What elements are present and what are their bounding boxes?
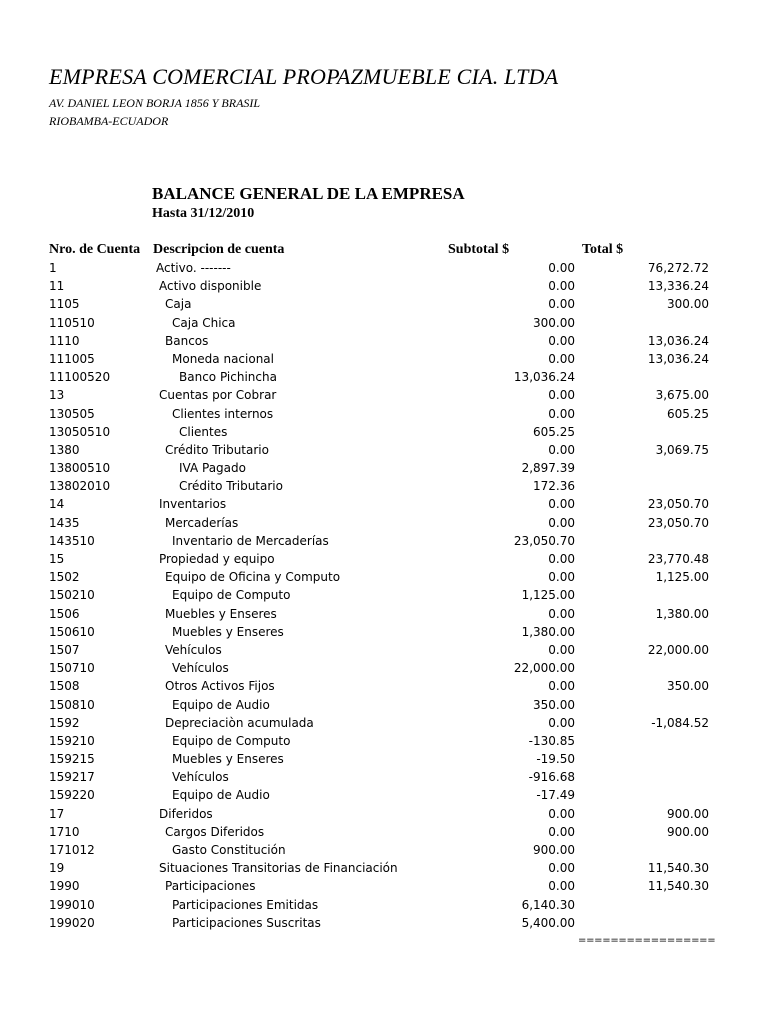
subtotal-value: 5,400.00 xyxy=(521,915,575,930)
subtotal-value: 0.00 xyxy=(548,806,575,821)
table-row xyxy=(0,641,768,659)
account-description: Equipo de Computo xyxy=(172,733,291,748)
account-description: Equipo de Oficina y Computo xyxy=(165,570,341,585)
account-code: 150210 xyxy=(49,588,95,603)
subtotal-value: 0.00 xyxy=(548,351,575,366)
subtotal-value: 0.00 xyxy=(548,333,575,348)
account-code: 11100520 xyxy=(49,370,111,385)
account-code: 13 xyxy=(49,388,65,403)
account-code: 159220 xyxy=(49,788,95,803)
subtotal-value: 0.00 xyxy=(548,552,575,566)
account-description: Vehículos xyxy=(172,770,229,785)
total-value: 11,540.30 xyxy=(647,861,709,876)
account-description: Equipo de Computo xyxy=(172,588,291,603)
company-name: EMPRESA COMERCIAL PROPAZMUEBLE CIA. LTDA xyxy=(49,64,559,89)
account-code: 13800510 xyxy=(49,461,111,476)
account-description: Muebles y Enseres xyxy=(172,624,284,639)
account-description: Vehículos xyxy=(165,642,222,657)
subtotal-value: 0.00 xyxy=(548,861,575,876)
table-row xyxy=(0,914,768,932)
subtotal-value: -19.50 xyxy=(536,752,575,767)
table-row xyxy=(0,677,768,695)
company-address: AV. DANIEL LEON BORJA 1856 Y BRASIL xyxy=(49,96,261,110)
table-row xyxy=(0,768,768,786)
account-description: Banco Pichincha xyxy=(179,370,277,385)
account-code: 159210 xyxy=(49,733,95,748)
account-description: Moneda nacional xyxy=(172,351,274,366)
total-value: 900.00 xyxy=(667,824,709,839)
table-row xyxy=(0,823,768,841)
column-header-code: Nro. de Cuenta xyxy=(49,242,141,257)
company-city: RIOBAMBA-ECUADOR xyxy=(49,114,169,128)
total-separator: ================= xyxy=(578,935,716,946)
account-table xyxy=(0,259,768,932)
subtotal-value: 0.00 xyxy=(548,715,575,730)
total-value: 23,770.48 xyxy=(647,552,709,566)
table-row xyxy=(0,368,768,386)
table-row xyxy=(0,841,768,859)
report-title: BALANCE GENERAL DE LA EMPRESA xyxy=(152,184,465,203)
subtotal-value: 13,036.24 xyxy=(513,370,575,385)
account-description: Activo disponible xyxy=(159,279,262,294)
subtotal-value: 22,000.00 xyxy=(513,661,575,676)
account-code: 159217 xyxy=(49,770,95,785)
table-row xyxy=(0,605,768,623)
account-code: 1508 xyxy=(49,679,80,694)
table-row xyxy=(0,350,768,368)
account-description: IVA Pagado xyxy=(179,461,246,476)
account-code: 1 xyxy=(49,261,57,275)
account-description: Equipo de Audio xyxy=(172,697,270,712)
account-code: 14 xyxy=(49,497,65,512)
account-code: 1110 xyxy=(49,333,80,348)
account-code: 1990 xyxy=(49,879,80,894)
report-date: Hasta 31/12/2010 xyxy=(152,206,255,221)
table-row xyxy=(0,423,768,441)
account-description: Clientes xyxy=(179,424,228,439)
subtotal-value: -130.85 xyxy=(528,733,575,748)
total-value: 3,675.00 xyxy=(655,388,709,403)
subtotal-value: -17.49 xyxy=(536,788,575,803)
total-value: 11,540.30 xyxy=(647,879,709,894)
account-description: Gasto Constitución xyxy=(172,843,286,857)
subtotal-value: 605.25 xyxy=(533,424,575,439)
account-code: 1105 xyxy=(49,297,80,312)
subtotal-value: 0.00 xyxy=(548,388,575,403)
account-code: 150710 xyxy=(49,661,95,676)
table-row xyxy=(0,805,768,823)
account-code: 1435 xyxy=(49,515,80,530)
account-code: 199020 xyxy=(49,915,95,930)
account-description: Inventario de Mercaderías xyxy=(172,533,329,548)
account-description: Mercaderías xyxy=(165,515,239,530)
total-value: 13,036.24 xyxy=(647,351,709,366)
account-description: Otros Activos Fijos xyxy=(165,679,275,694)
subtotal-value: 900.00 xyxy=(533,843,575,857)
account-description: Crédito Tributario xyxy=(179,479,283,494)
account-code: 159215 xyxy=(49,752,95,767)
subtotal-value: 0.00 xyxy=(548,824,575,839)
account-description: Cuentas por Cobrar xyxy=(159,388,277,403)
table-row xyxy=(0,477,768,495)
table-row xyxy=(0,859,768,877)
subtotal-value: 0.00 xyxy=(548,515,575,530)
subtotal-value: 172.36 xyxy=(533,479,575,494)
account-code: 17 xyxy=(49,806,65,821)
account-description: Inventarios xyxy=(159,497,227,512)
total-value: 23,050.70 xyxy=(647,497,709,512)
total-value: 1,380.00 xyxy=(655,606,709,621)
account-code: 15 xyxy=(49,552,65,566)
table-row xyxy=(0,295,768,313)
account-code: 1507 xyxy=(49,642,80,657)
account-description: Participaciones xyxy=(165,879,256,894)
account-description: Muebles y Enseres xyxy=(165,606,277,621)
table-row xyxy=(0,459,768,477)
subtotal-value: 0.00 xyxy=(548,261,575,275)
account-code: 19 xyxy=(49,861,65,876)
subtotal-value: 1,380.00 xyxy=(521,624,575,639)
table-row xyxy=(0,332,768,350)
table-row xyxy=(0,732,768,750)
total-value: 13,036.24 xyxy=(647,333,709,348)
column-header-total: Total $ xyxy=(582,242,624,257)
table-row xyxy=(0,441,768,459)
table-row xyxy=(0,495,768,513)
account-description: Crédito Tributario xyxy=(165,442,269,457)
table-row xyxy=(0,696,768,714)
table-row xyxy=(0,550,768,568)
account-description: Caja Chica xyxy=(172,315,236,330)
total-value: 350.00 xyxy=(667,679,709,694)
account-code: 1592 xyxy=(49,715,80,730)
table-row xyxy=(0,714,768,732)
subtotal-value: 0.00 xyxy=(548,570,575,585)
subtotal-value: -916.68 xyxy=(528,770,575,785)
account-description: Participaciones Suscritas xyxy=(172,915,321,930)
account-code: 1710 xyxy=(49,824,80,839)
account-code: 143510 xyxy=(49,533,95,548)
subtotal-value: 0.00 xyxy=(548,879,575,894)
subtotal-value: 1,125.00 xyxy=(521,588,575,603)
table-row xyxy=(0,259,768,277)
account-code: 171012 xyxy=(49,843,95,857)
account-code: 13050510 xyxy=(49,424,111,439)
account-code: 130505 xyxy=(49,406,95,421)
account-code: 199010 xyxy=(49,897,95,912)
table-row xyxy=(0,568,768,586)
subtotal-value: 0.00 xyxy=(548,406,575,421)
account-description: Muebles y Enseres xyxy=(172,752,284,767)
subtotal-value: 0.00 xyxy=(548,642,575,657)
account-code: 1506 xyxy=(49,606,80,621)
subtotal-value: 0.00 xyxy=(548,497,575,512)
table-row xyxy=(0,896,768,914)
total-value: 23,050.70 xyxy=(647,515,709,530)
table-row xyxy=(0,277,768,295)
table-row xyxy=(0,514,768,532)
account-description: Clientes internos xyxy=(172,406,274,421)
account-description: Equipo de Audio xyxy=(172,788,270,803)
table-row xyxy=(0,877,768,895)
subtotal-value: 0.00 xyxy=(548,442,575,457)
table-row xyxy=(0,623,768,641)
table-row xyxy=(0,786,768,804)
table-row xyxy=(0,750,768,768)
subtotal-value: 350.00 xyxy=(533,697,575,712)
total-value: 22,000.00 xyxy=(647,642,709,657)
subtotal-value: 0.00 xyxy=(548,297,575,312)
table-row xyxy=(0,314,768,332)
account-description: Situaciones Transitorias de Financiación xyxy=(159,861,398,876)
total-value: -1,084.52 xyxy=(651,715,709,730)
account-code: 1380 xyxy=(49,442,80,457)
account-description: Activo. ------- xyxy=(156,261,231,275)
subtotal-value: 300.00 xyxy=(533,315,575,330)
account-code: 11 xyxy=(49,279,65,294)
table-row xyxy=(0,532,768,550)
subtotal-value: 6,140.30 xyxy=(521,897,575,912)
account-code: 150610 xyxy=(49,624,95,639)
account-description: Depreciaciòn acumulada xyxy=(165,715,314,730)
total-value: 13,336.24 xyxy=(647,279,709,294)
table-row xyxy=(0,405,768,423)
account-description: Propiedad y equipo xyxy=(159,552,275,566)
total-value: 1,125.00 xyxy=(655,570,709,585)
subtotal-value: 0.00 xyxy=(548,279,575,294)
account-description: Cargos Diferidos xyxy=(165,824,265,839)
account-code: 1502 xyxy=(49,570,80,585)
table-row xyxy=(0,386,768,404)
total-value: 900.00 xyxy=(667,806,709,821)
subtotal-value: 0.00 xyxy=(548,679,575,694)
total-value: 76,272.72 xyxy=(647,261,709,275)
account-description: Vehículos xyxy=(172,661,229,676)
subtotal-value: 2,897.39 xyxy=(521,461,575,476)
account-description: Caja xyxy=(165,297,192,312)
account-description: Diferidos xyxy=(159,806,213,821)
column-header-description: Descripcion de cuenta xyxy=(153,242,285,257)
account-description: Bancos xyxy=(165,333,209,348)
subtotal-value: 23,050.70 xyxy=(513,533,575,548)
account-code: 13802010 xyxy=(49,479,111,494)
total-value: 300.00 xyxy=(667,297,709,312)
account-code: 110510 xyxy=(49,315,95,330)
table-row xyxy=(0,659,768,677)
account-code: 111005 xyxy=(49,351,95,366)
total-value: 3,069.75 xyxy=(655,442,709,457)
table-row xyxy=(0,586,768,604)
subtotal-value: 0.00 xyxy=(548,606,575,621)
column-header-subtotal: Subtotal $ xyxy=(448,242,510,257)
account-code: 150810 xyxy=(49,697,95,712)
total-value: 605.25 xyxy=(667,406,709,421)
account-description: Participaciones Emitidas xyxy=(172,897,319,912)
